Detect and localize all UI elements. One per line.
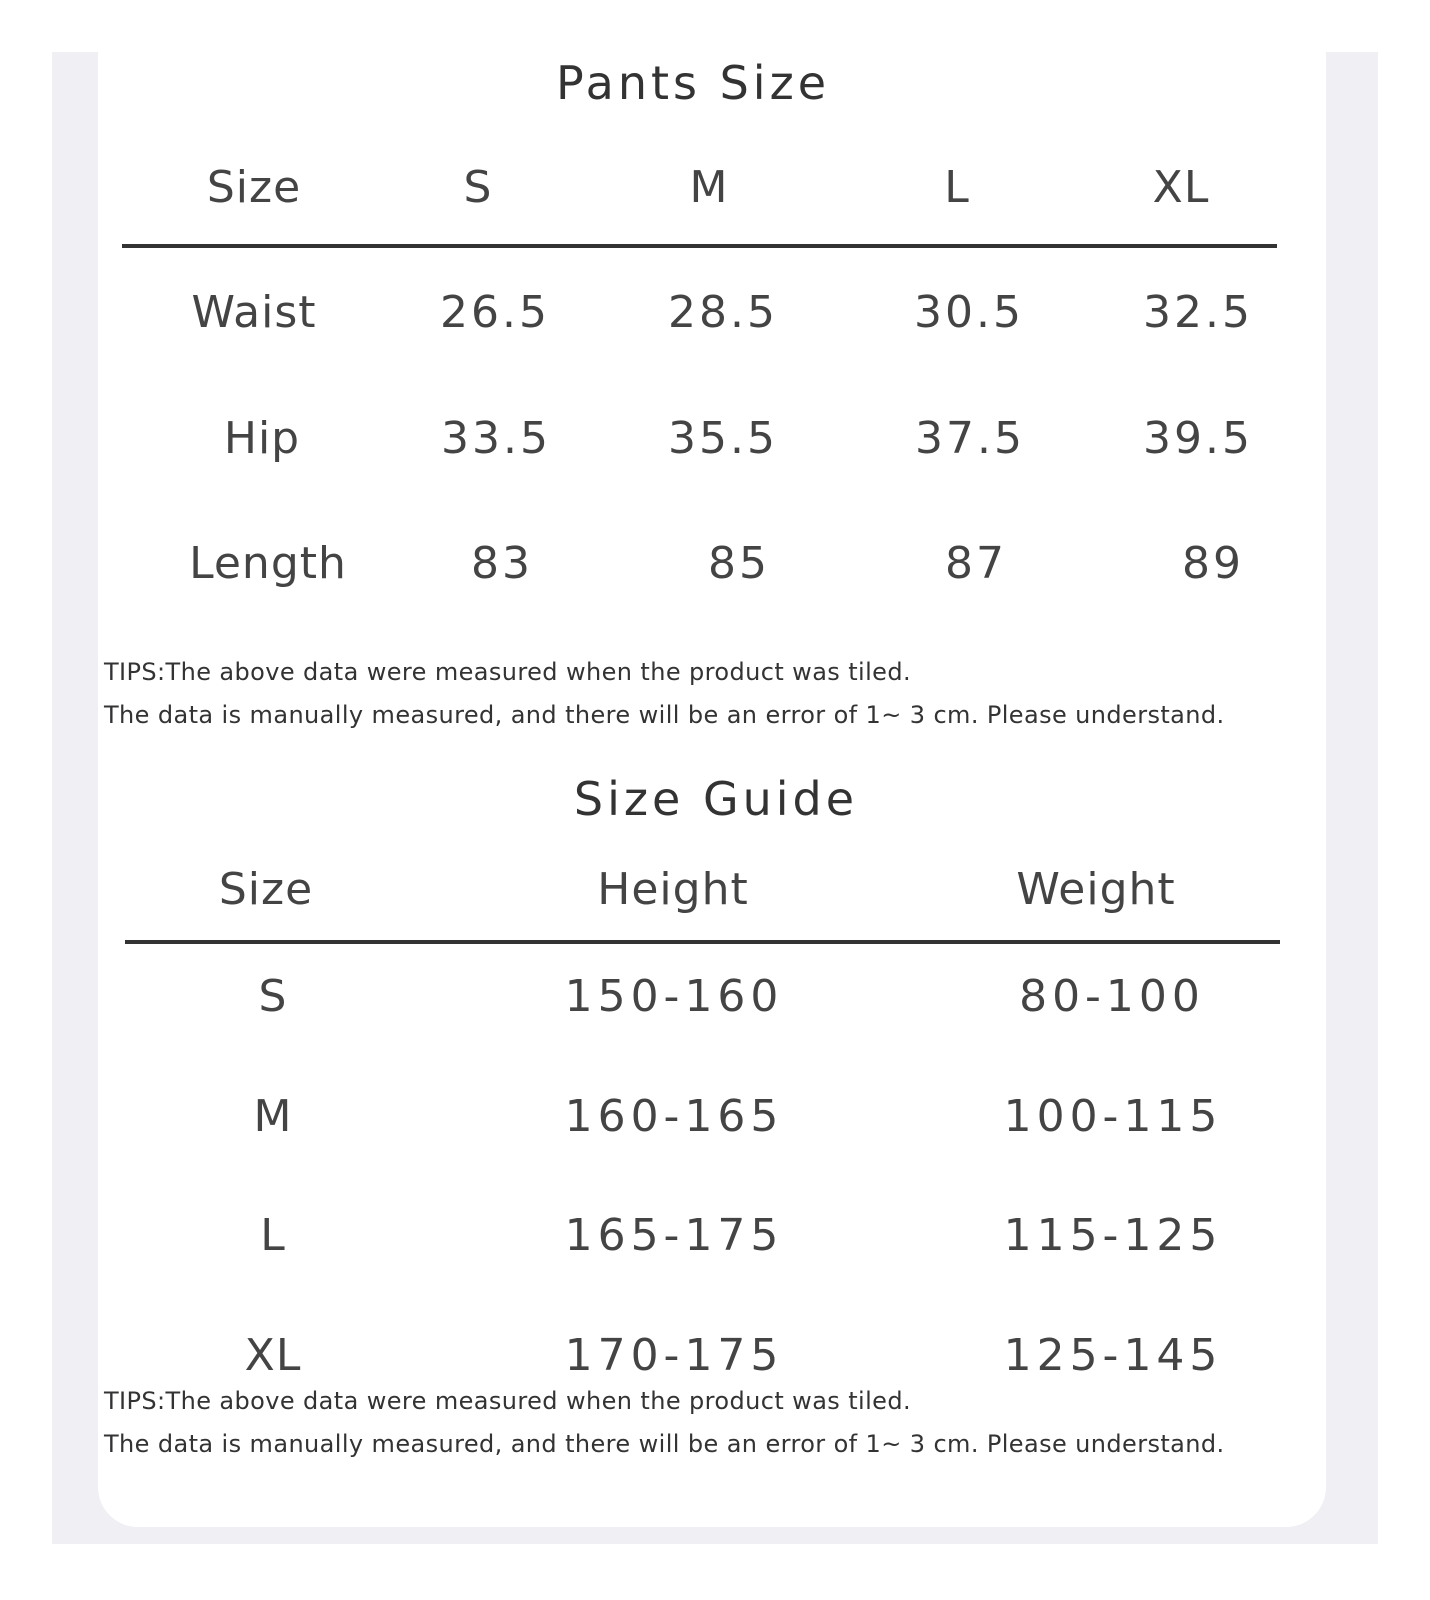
- guide-header-weight: Weight: [1016, 864, 1176, 915]
- guide-height-s: 150-160: [564, 971, 784, 1022]
- pants-row-label-waist: Waist: [191, 287, 317, 338]
- guide-weight-xl: 125-145: [1003, 1330, 1223, 1381]
- pants-tip-line-1: TIPS:The above data were measured when the product was tiled.: [104, 658, 912, 686]
- guide-size-xl: XL: [244, 1330, 302, 1381]
- length-xl: 89: [1182, 538, 1244, 589]
- pants-header-m: M: [689, 162, 729, 213]
- waist-m: 28.5: [668, 287, 778, 338]
- size-guide-title: Size Guide: [573, 772, 859, 826]
- guide-size-l: L: [260, 1210, 286, 1261]
- guide-header-divider: [125, 940, 1280, 944]
- guide-weight-m: 100-115: [1003, 1091, 1223, 1142]
- hip-xl: 39.5: [1143, 413, 1253, 464]
- hip-s: 33.5: [441, 413, 551, 464]
- guide-header-size: Size: [218, 864, 314, 915]
- waist-s: 26.5: [440, 287, 550, 338]
- hip-m: 35.5: [668, 413, 778, 464]
- pants-header-xl: XL: [1152, 162, 1210, 213]
- pants-header-s: S: [463, 162, 493, 213]
- hip-l: 37.5: [915, 413, 1025, 464]
- waist-xl: 32.5: [1143, 287, 1253, 338]
- pants-tip-line-2: The data is manually measured, and there will be an error of 1~ 3 cm. Please understand.: [104, 701, 1225, 729]
- guide-weight-s: 80-100: [1019, 971, 1205, 1022]
- length-l: 87: [945, 538, 1007, 589]
- pants-header-l: L: [944, 162, 970, 213]
- guide-height-m: 160-165: [564, 1091, 784, 1142]
- waist-l: 30.5: [914, 287, 1024, 338]
- guide-tip-line-1: TIPS:The above data were measured when the product was tiled.: [104, 1387, 912, 1415]
- length-m: 85: [708, 538, 770, 589]
- guide-weight-l: 115-125: [1003, 1210, 1223, 1261]
- guide-height-xl: 170-175: [564, 1330, 784, 1381]
- pants-size-title: Pants Size: [555, 56, 831, 110]
- guide-tip-line-2: The data is manually measured, and there will be an error of 1~ 3 cm. Please understand.: [104, 1430, 1225, 1458]
- pants-row-label-hip: Hip: [223, 413, 301, 464]
- guide-height-l: 165-175: [564, 1210, 784, 1261]
- guide-size-m: M: [253, 1091, 293, 1142]
- guide-header-height: Height: [597, 864, 749, 915]
- pants-row-label-length: Length: [189, 538, 347, 589]
- pants-header-size: Size: [206, 162, 302, 213]
- guide-size-s: S: [258, 971, 288, 1022]
- length-s: 83: [471, 538, 533, 589]
- pants-header-divider: [122, 244, 1277, 248]
